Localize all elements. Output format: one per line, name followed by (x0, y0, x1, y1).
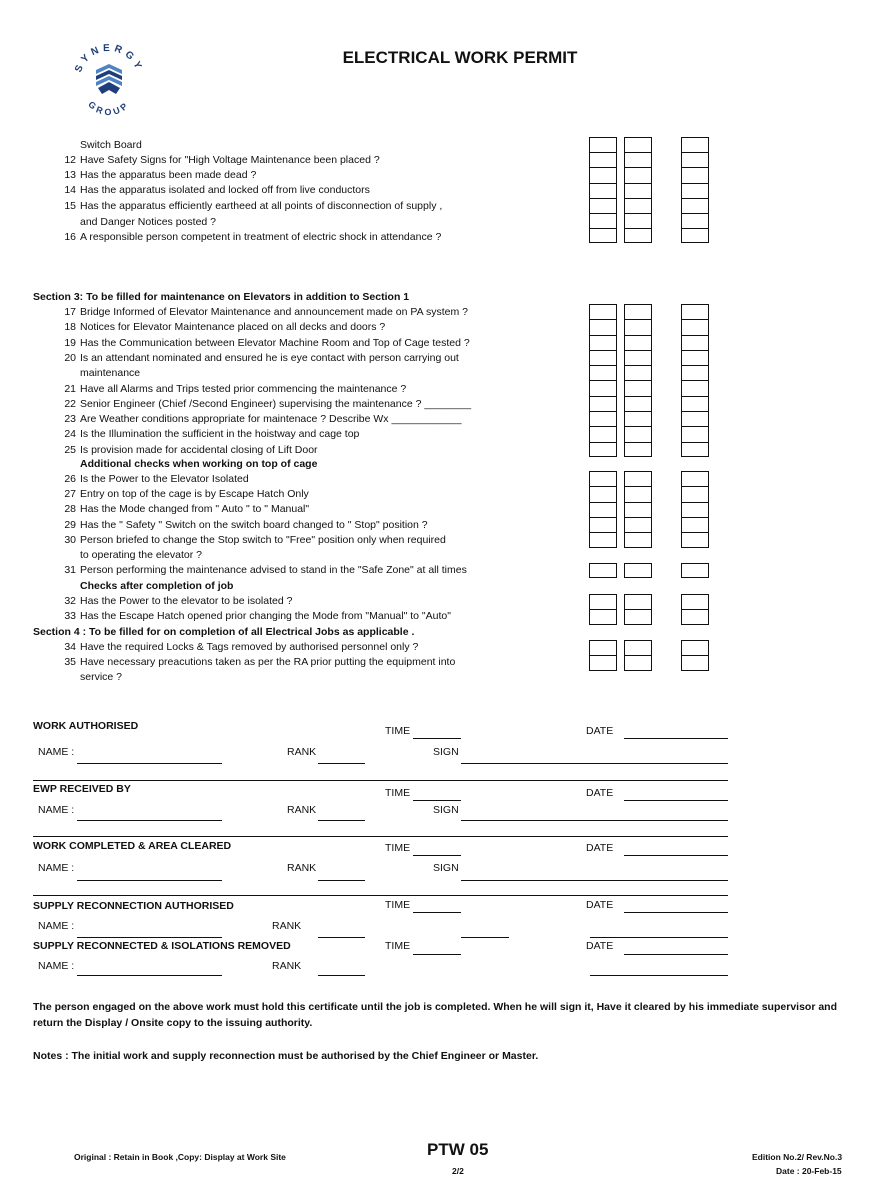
item-text: Has the " Safety " Switch on the switch board changed to " Stop" position ? (80, 518, 428, 531)
item-number: 24 (64, 428, 76, 441)
item-number: 21 (64, 382, 76, 395)
date-label: DATE (586, 787, 614, 799)
checkbox[interactable] (625, 503, 651, 518)
item-text: Have Safety Signs for "High Voltage Maintenance been placed ? (80, 154, 380, 166)
logo-emblem-icon (96, 64, 122, 94)
checkbox[interactable] (625, 443, 651, 458)
item-number: 14 (64, 184, 76, 197)
checkbox-column (681, 471, 709, 548)
item-text: Have necessary preacutions taken as per the RA prior putting the equipment into (80, 656, 456, 669)
switch-board-line: Switch Board (80, 139, 142, 151)
checkbox[interactable] (682, 214, 708, 229)
checkbox[interactable] (682, 641, 708, 656)
logo-text-top: SYNERGY (73, 42, 145, 75)
checkbox[interactable] (625, 320, 651, 335)
section3-sub2-title: Checks after completion of job (80, 580, 234, 592)
checkbox[interactable] (682, 518, 708, 533)
checkbox-column (589, 594, 617, 625)
checkbox[interactable] (625, 533, 651, 548)
sign-field[interactable] (461, 880, 728, 881)
item-text: to operating the elevator ? (80, 549, 203, 561)
divider (33, 836, 728, 837)
rank-label: RANK (287, 862, 317, 874)
item-number: 15 (64, 199, 76, 212)
name-field[interactable] (77, 975, 222, 976)
item-text: Senior Engineer (Chief /Second Engineer) supervising the maintenance ? ________ (80, 397, 472, 410)
time-field[interactable] (413, 738, 461, 739)
sign-field[interactable] (461, 820, 728, 821)
checkbox[interactable] (590, 412, 616, 427)
section3-sub1-title: Additional checks when working on top of cage (80, 458, 318, 470)
date-field[interactable] (624, 738, 728, 739)
item-text: Has the Mode changed from " Auto " to " Manual" (80, 503, 310, 516)
checkbox[interactable] (682, 229, 708, 244)
checkbox-column (624, 640, 652, 671)
checkbox[interactable] (590, 381, 616, 396)
checkbox[interactable] (590, 366, 616, 381)
name-label: NAME : (38, 804, 75, 816)
checkbox[interactable] (590, 533, 616, 548)
checkbox[interactable] (682, 397, 708, 412)
date-field[interactable] (624, 800, 728, 801)
checkbox[interactable] (590, 138, 616, 153)
name-label: NAME : (38, 920, 75, 932)
name-field[interactable] (77, 820, 222, 821)
date-label: DATE (586, 940, 614, 952)
date-field[interactable] (624, 855, 728, 856)
divider (33, 780, 728, 781)
time-label: TIME (385, 940, 411, 952)
checkbox-column (681, 594, 709, 625)
page-number: 2/2 (452, 1166, 464, 1176)
date-label: DATE (586, 842, 614, 854)
blank-field[interactable] (590, 975, 728, 976)
blank-field[interactable] (590, 937, 728, 938)
sign-label: SIGN (433, 862, 459, 874)
checkbox-column (589, 640, 617, 671)
blank-field[interactable] (461, 937, 509, 938)
divider (33, 895, 728, 896)
time-label: TIME (385, 842, 411, 854)
checkbox[interactable] (590, 199, 616, 214)
checkbox[interactable] (625, 153, 651, 168)
time-field[interactable] (413, 855, 461, 856)
section3-title: Section 3: To be filled for maintenance on Elevators in addition to Section 1 (33, 291, 410, 303)
logo-text-bottom: GROUP (86, 99, 132, 118)
checkbox-column (589, 471, 617, 548)
checkbox-column (589, 563, 617, 578)
rank-label: RANK (272, 960, 302, 972)
checkbox[interactable] (625, 656, 651, 671)
checkbox[interactable] (625, 351, 651, 366)
checkbox[interactable] (682, 153, 708, 168)
supply-auth-label: SUPPLY RECONNECTION AUTHORISED (33, 900, 234, 912)
time-label: TIME (385, 787, 411, 799)
checkbox[interactable] (682, 533, 708, 548)
checkbox[interactable] (682, 412, 708, 427)
checkbox[interactable] (625, 168, 651, 183)
item-number: 35 (64, 656, 76, 669)
checkbox[interactable] (590, 427, 616, 442)
rank-field[interactable] (318, 763, 365, 764)
checkbox[interactable] (590, 595, 616, 610)
item-text: Is the Power to the Elevator Isolated (80, 473, 249, 485)
sign-label: SIGN (433, 804, 459, 816)
checkbox[interactable] (682, 336, 708, 351)
checkbox[interactable] (625, 472, 651, 487)
item-number: 33 (64, 610, 76, 623)
sign-label: SIGN (433, 746, 459, 758)
checkbox[interactable] (590, 153, 616, 168)
time-field[interactable] (413, 912, 461, 913)
rank-field[interactable] (318, 820, 365, 821)
date-label: DATE (586, 725, 614, 737)
item-text: Bridge Informed of Elevator Maintenance and announcement made on PA system ? (80, 306, 468, 318)
checkbox[interactable] (682, 564, 708, 579)
notes-para-line2: return the Display / Onsite copy to the issuing authority. (33, 1017, 313, 1029)
checkbox[interactable] (682, 487, 708, 502)
checkbox[interactable] (682, 503, 708, 518)
checkbox[interactable] (625, 487, 651, 502)
item-number: 18 (64, 321, 76, 334)
date-field[interactable] (624, 912, 728, 913)
checkbox[interactable] (590, 610, 616, 625)
checkbox[interactable] (682, 184, 708, 199)
checkbox[interactable] (625, 381, 651, 396)
checkbox[interactable] (625, 214, 651, 229)
form-code: PTW 05 (427, 1140, 489, 1159)
checkbox[interactable] (590, 518, 616, 533)
checkbox-column (624, 304, 652, 457)
checkbox[interactable] (590, 472, 616, 487)
item-text: Is an attendant nominated and ensured he is eye contact with person carrying out (80, 351, 459, 364)
item-text: Notices for Elevator Maintenance placed on all decks and doors ? (80, 321, 386, 334)
item-number: 26 (64, 473, 76, 485)
checkbox[interactable] (590, 443, 616, 458)
svg-text:GROUP (86, 99, 131, 117)
item-number: 20 (64, 351, 76, 364)
checkbox[interactable] (625, 518, 651, 533)
checkbox[interactable] (590, 184, 616, 199)
checkbox-column (589, 304, 617, 457)
checkbox[interactable] (625, 595, 651, 610)
item-number: 29 (64, 518, 76, 531)
item-text: Are Weather conditions appropriate for maintenace ? Describe Wx ____________ (80, 413, 462, 426)
time-label: TIME (385, 725, 411, 737)
checkbox-column (681, 137, 709, 243)
checkbox[interactable] (625, 336, 651, 351)
date-label: DATE (586, 899, 614, 911)
time-label: TIME (385, 899, 411, 911)
item-number: 31 (64, 564, 76, 577)
footer-left-text: Original : Retain in Book ,Copy: Display at Work Site (74, 1152, 286, 1162)
checkbox[interactable] (682, 351, 708, 366)
item-number: 22 (64, 397, 76, 410)
checkbox[interactable] (625, 427, 651, 442)
checkbox[interactable] (682, 472, 708, 487)
item-text: Person briefed to change the Stop switch to "Free" position only when required (80, 533, 446, 546)
checkbox[interactable] (590, 564, 616, 579)
name-field[interactable] (77, 763, 222, 764)
name-label: NAME : (38, 862, 75, 874)
checkbox[interactable] (682, 595, 708, 610)
item-number: 12 (64, 154, 76, 166)
item-number: 30 (64, 533, 76, 546)
item-text: Has the apparatus been made dead ? (80, 169, 257, 182)
section4-title: Section 4 : To be filled for on completion of all Electrical Jobs as applicable . (33, 626, 415, 638)
checkbox[interactable] (590, 305, 616, 320)
name-label: NAME : (38, 960, 75, 972)
item-text: and Danger Notices posted ? (80, 215, 217, 228)
checkbox[interactable] (625, 199, 651, 214)
name-label: NAME : (38, 746, 75, 758)
checkbox[interactable] (682, 305, 708, 320)
checkbox[interactable] (590, 214, 616, 229)
item-text: Is the Illumination the sufficient in the hoistway and cage top (80, 428, 360, 441)
checkbox[interactable] (625, 366, 651, 381)
name-field[interactable] (77, 880, 222, 881)
checkbox[interactable] (625, 229, 651, 244)
checkbox-column (624, 563, 652, 578)
item-text: Is provision made for accidental closing of Lift Door (80, 443, 318, 456)
checkbox[interactable] (682, 427, 708, 442)
work-completed-label: WORK COMPLETED & AREA CLEARED (33, 840, 232, 852)
time-field[interactable] (413, 954, 461, 955)
edition-text: Edition No.2/ Rev.No.3 (752, 1152, 843, 1162)
checkbox-column (681, 304, 709, 457)
item-text: service ? (80, 671, 123, 684)
name-field[interactable] (77, 937, 222, 938)
checkbox[interactable] (590, 229, 616, 244)
checkbox[interactable] (682, 381, 708, 396)
checkbox-column (681, 563, 709, 578)
ewp-received-label: EWP RECEIVED BY (33, 783, 131, 795)
item-number: 27 (64, 488, 76, 501)
item-number: 16 (64, 230, 76, 243)
item-number: 32 (64, 595, 76, 607)
rank-field[interactable] (318, 880, 365, 881)
time-field[interactable] (413, 800, 461, 801)
work-authorised-label: WORK AUTHORISED (33, 720, 139, 732)
checkbox[interactable] (682, 610, 708, 625)
checkbox[interactable] (682, 656, 708, 671)
item-number: 28 (64, 503, 76, 516)
checkbox[interactable] (625, 184, 651, 199)
checkbox[interactable] (590, 336, 616, 351)
supply-reconnected-label: SUPPLY RECONNECTED & ISOLATIONS REMOVED (33, 940, 291, 952)
checkbox-column (624, 594, 652, 625)
item-text: Person performing the maintenance advised to stand in the "Safe Zone" at all times (80, 564, 467, 577)
rank-field[interactable] (318, 975, 365, 976)
item-number: 34 (64, 641, 76, 653)
checkbox[interactable] (625, 610, 651, 625)
notes-para-line1: The person engaged on the above work must hold this certificate until the job is completed. When he will sign it, Have it cleared by his immediate supervisor and (33, 1001, 837, 1013)
item-text: maintenance (80, 367, 141, 380)
checkbox[interactable] (625, 641, 651, 656)
checkbox[interactable] (590, 351, 616, 366)
checkbox-column (589, 137, 617, 243)
item-number: 25 (64, 443, 76, 456)
item-text: Has the Escape Hatch opened prior changing the Mode from "Manual" to "Auto" (80, 610, 451, 623)
item-text: Has the Power to the elevator to be isolated ? (80, 595, 293, 607)
edition-date: Date : 20-Feb-15 (776, 1166, 842, 1176)
checkbox[interactable] (625, 397, 651, 412)
item-number: 17 (64, 306, 76, 318)
checkbox[interactable] (590, 503, 616, 518)
checkbox-column (681, 640, 709, 671)
rank-label: RANK (287, 804, 317, 816)
checkbox-column (624, 471, 652, 548)
item-text: Entry on top of the cage is by Escape Hatch Only (80, 488, 309, 501)
checkbox[interactable] (682, 168, 708, 183)
checkbox[interactable] (682, 320, 708, 335)
date-field[interactable] (624, 954, 728, 955)
checkbox[interactable] (625, 564, 651, 579)
item-number: 23 (64, 413, 76, 426)
item-text: Has the Communication between Elevator Machine Room and Top of Cage tested ? (80, 336, 470, 349)
checkbox[interactable] (590, 397, 616, 412)
page-title: ELECTRICAL WORK PERMIT (342, 48, 578, 67)
item-text: Has the apparatus efficiently eartheed at all points of disconnection of supply , (80, 199, 443, 212)
item-text: Have all Alarms and Trips tested prior commencing the maintenance ? (80, 382, 407, 395)
checkbox[interactable] (625, 412, 651, 427)
notes-line: Notes : The initial work and supply reconnection must be authorised by the Chief Engineer or Master. (33, 1050, 539, 1062)
item-text: Have the required Locks & Tags removed by authorised personnel only ? (80, 641, 419, 653)
sign-field[interactable] (461, 763, 728, 764)
checkbox[interactable] (682, 366, 708, 381)
checkbox[interactable] (590, 656, 616, 671)
item-text: A responsible person competent in treatment of electric shock in attendance ? (80, 230, 442, 243)
checkbox[interactable] (590, 168, 616, 183)
item-number: 19 (64, 336, 76, 349)
checkbox-column (624, 137, 652, 243)
checkbox[interactable] (590, 320, 616, 335)
checkbox[interactable] (682, 443, 708, 458)
rank-field[interactable] (318, 937, 365, 938)
checkbox[interactable] (682, 138, 708, 153)
checkbox[interactable] (590, 487, 616, 502)
rank-label: RANK (287, 746, 317, 758)
checkbox[interactable] (682, 199, 708, 214)
checkbox[interactable] (590, 641, 616, 656)
checkbox[interactable] (625, 305, 651, 320)
item-number: 13 (64, 169, 76, 182)
checkbox[interactable] (625, 138, 651, 153)
item-text: Has the apparatus isolated and locked off from live conductors (80, 184, 370, 197)
rank-label: RANK (272, 920, 302, 932)
